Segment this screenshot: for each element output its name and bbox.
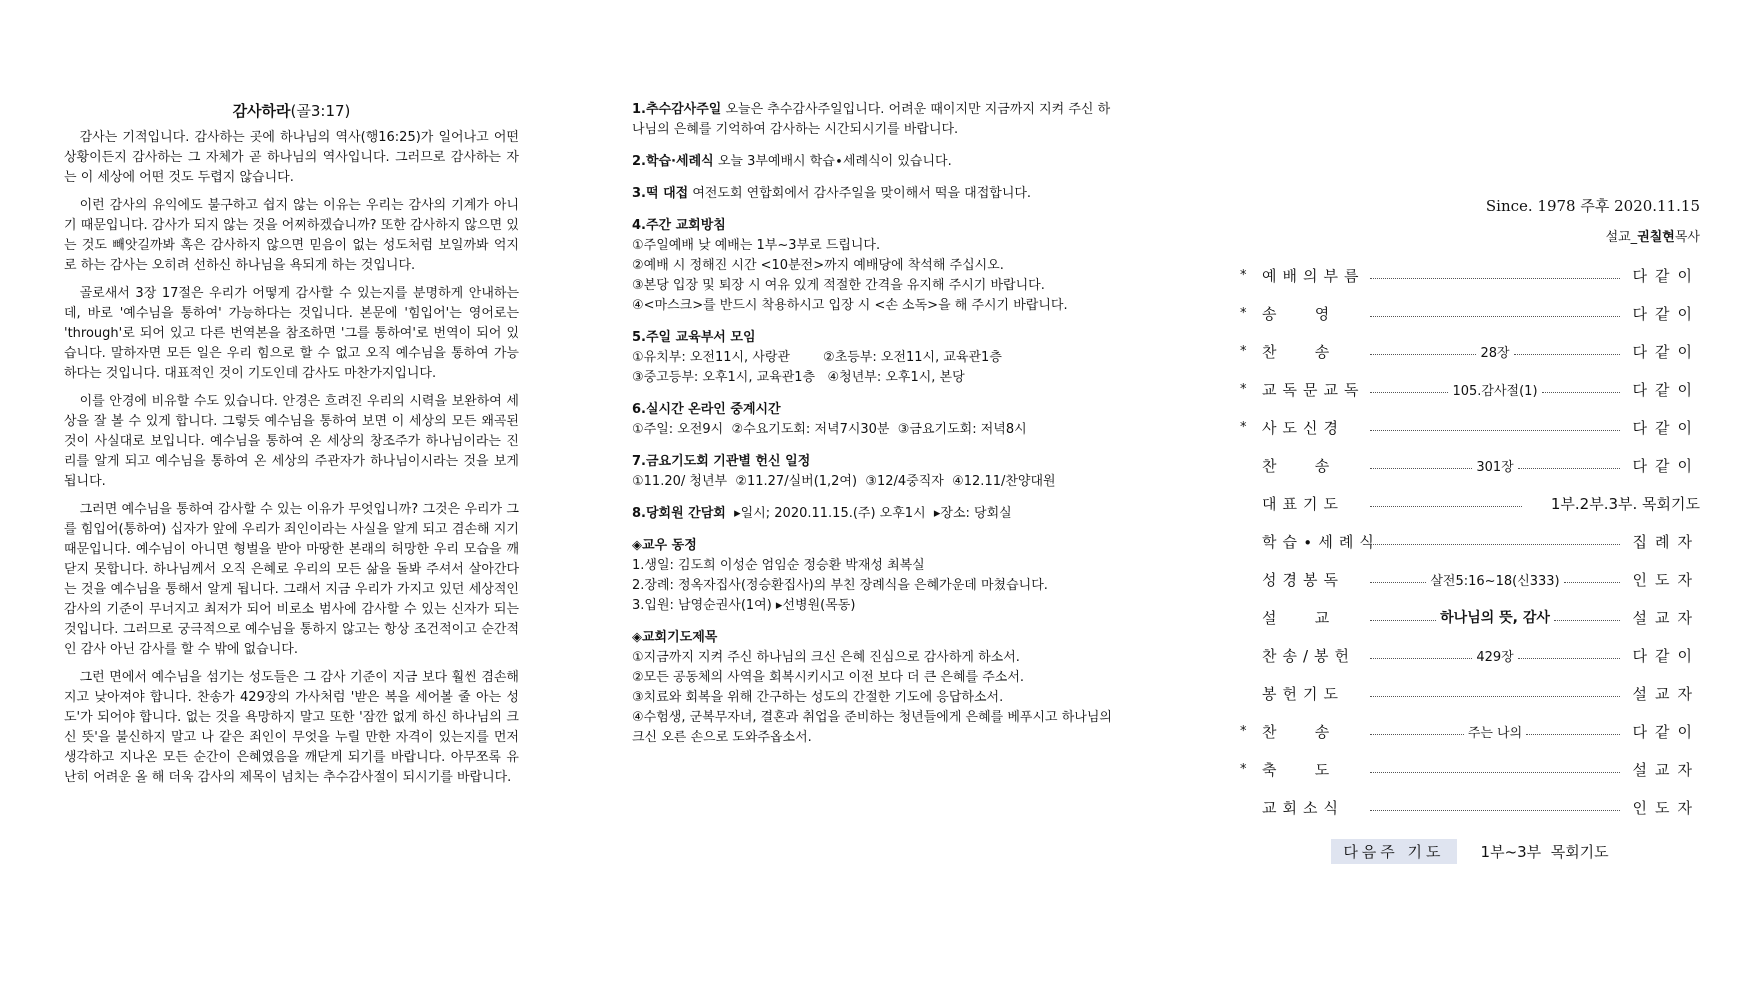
order-rows (1240, 256, 1700, 826)
news-item-line: 3.입원: 남영순권사(1여) ▸선병원(목동) (632, 598, 856, 613)
standing-mark: * (1240, 343, 1247, 359)
news-item-education (632, 328, 1122, 388)
dot-fill (1370, 772, 1620, 773)
dot-fill (1370, 658, 1472, 659)
dot-fill (1370, 620, 1436, 621)
dot-leader (1370, 646, 1620, 665)
order-row-leader: 설교자 (1632, 760, 1700, 779)
sermon-paragraph: 감사는 기적입니다. 감사하는 곳에 하나님의 역사(행16:25)가 일어나고 어떤 상황이든지 감사하는 그 자체가 곧 하나님의 역사입니다. 그러므로 감사하는 자는 이 세상에 어떤 것도 두렵지 않습니다. (64, 130, 519, 185)
news-item-title: 5.주일 교육부서 모임 (632, 330, 756, 345)
news-item-title: 1.추수감사주일 (632, 102, 722, 117)
order-row-leader: 다같이 (1632, 304, 1700, 323)
dot-leader (1370, 766, 1620, 773)
sermon-reference: (골3:17) (290, 102, 351, 120)
sermon-paragraph: 그러면 예수님을 통하여 감사할 수 있는 이유가 무엇입니까? 그것은 우리가 그를 힘입어(통하여) 십자가 앞에 우리가 죄인이라는 사실을 알게 되고 겸손해 지기 때문입니다. 예수님이 아니면 형벌을 받아 마땅한 본래의 허망한 우리 모습을 깨닫지 못합니다. 하나님께서 오직 은혜로 우리의 모든 삶을 돌봐 주셔서 살아간다는 것을 예수님을 통해서 알게 됩니다. 그래서 지금 우리가 가지고 있던 세상적인 감사의 기준이 무너지고 최저가 되어 비로소 범사에 감사할 수 있는 신자가 되는 것입니다. 그러므로 궁극적으로 예수님을 통하지 않고는 항상 조건적이고 순간적인 감사 아닌 감사를 할 수 밖에 없습니다. (64, 502, 519, 657)
order-row-leader: 다같이 (1632, 456, 1700, 475)
dot-leader (1370, 424, 1620, 431)
standing-mark: * (1240, 305, 1247, 321)
order-row-detail: 주는 나의 (1467, 725, 1523, 741)
news-item-line: ①11.20/ 청년부 ②11.27/실버(1,2여) ③12/4중직자 ④12.11/찬양대원 (632, 474, 1056, 489)
news-item-text: 여전도회 연합회에서 감사주일을 맞이해서 떡을 대접합니다. (688, 186, 1032, 201)
order-row-detail: 28장 (1480, 345, 1510, 361)
order-row-leader: 인도자 (1632, 798, 1700, 817)
standing-mark: * (1240, 267, 1247, 283)
dot-leader (1370, 310, 1620, 317)
dot-fill (1370, 544, 1620, 545)
news-item-title: 7.금요기도회 기관별 헌신 일정 (632, 454, 811, 469)
dot-fill (1370, 354, 1476, 355)
announcements-column (632, 100, 1122, 760)
order-row-leader: 다같이 (1632, 418, 1700, 437)
news-item-line: ④수험생, 군복무자녀, 결혼과 취업을 준비하는 청년들에게 은혜를 베푸시고 하나님의 크신 오른 손으로 도와주옵소서. (632, 710, 1112, 745)
news-item-line: 1.생일: 김도희 이성순 엄임순 정승환 박재성 최복실 (632, 558, 925, 573)
order-row (1240, 332, 1700, 370)
since-date: Since. 1978 주후 2020.11.15 (1485, 197, 1700, 215)
order-row (1240, 484, 1700, 522)
order-row-label: 축 도 (1262, 760, 1336, 779)
order-row-leader: 설교자 (1632, 608, 1700, 627)
order-row-label: 찬송/봉헌 (1262, 646, 1356, 665)
news-item-session-meeting (632, 504, 1122, 524)
order-row-leader: 설교자 (1632, 684, 1700, 703)
dot-fill (1514, 354, 1620, 355)
sermon-column (64, 100, 519, 796)
dot-fill (1370, 430, 1620, 431)
order-row-label: 교회소식 (1262, 798, 1344, 817)
dot-fill (1370, 506, 1522, 507)
order-row-leader: 다같이 (1632, 266, 1700, 285)
order-row-label: 교독문교독 (1262, 380, 1365, 399)
order-row (1240, 750, 1700, 788)
order-row (1240, 598, 1700, 636)
news-item-text: 오늘은 추수감사주일입니다. 어려운 때이지만 지금까지 지켜 주신 하나님의 은혜를 기억하여 감사하는 시간되시기를 바랍니다. (632, 102, 1111, 137)
dot-fill (1564, 582, 1620, 583)
dot-leader (1370, 538, 1620, 545)
dot-fill (1526, 734, 1620, 735)
news-item-line: ③치료와 회복을 위해 간구하는 성도의 간절한 기도에 응답하소서. (632, 690, 1004, 705)
dot-fill (1370, 278, 1620, 279)
order-row (1240, 788, 1700, 826)
news-item-line: ③본당 입장 및 퇴장 시 여유 있게 적절한 간격을 유지해 주시기 바랍니다. (632, 278, 1045, 293)
order-row (1240, 560, 1700, 598)
order-row-label: 성경봉독 (1262, 570, 1344, 589)
dot-fill (1518, 468, 1620, 469)
news-item-line: ①주일예배 낮 예배는 1부~3부로 드립니다. (632, 238, 881, 253)
news-item-title: 8.당회원 간담회 (632, 506, 726, 521)
order-row (1240, 674, 1700, 712)
standing-mark: * (1240, 723, 1247, 739)
order-row-label: 설 교 (1262, 608, 1336, 627)
sermon-title (64, 100, 519, 122)
order-row-label: 찬 송 (1262, 456, 1336, 475)
sermon-paragraph: 골로새서 3장 17절은 우리가 어떻게 감사할 수 있는지를 분명하게 안내하는데, 바로 '예수님을 통하여' 가능하다는 것입니다. 본문에 '힘입어'는 영어로는 'through'로 되어 있고 다른 번역본을 참조하면 '그를 통하여'로 번역이 되어 있습니다. 말하자면 모든 일은 우리 힘으로 할 수 없고 오직 예수님을 통하여 가능하다는 것입니다. 대표적인 것이 기도인데 감사도 마찬가지입니다. (64, 286, 519, 381)
dot-fill (1518, 658, 1620, 659)
dot-leader (1370, 570, 1620, 589)
news-item-line: ①주일: 오전9시 ②수요기도회: 저녁7시30분 ③금요기도회: 저녁8시 (632, 422, 1027, 437)
dot-leader (1370, 722, 1620, 741)
standing-mark: * (1240, 381, 1247, 397)
news-item-members (632, 536, 1122, 616)
news-item-online (632, 400, 1122, 440)
order-row-detail: 301장 (1476, 459, 1514, 475)
sermon-paragraph: 이런 감사의 유익에도 불구하고 쉽지 않는 이유는 우리는 감사의 기계가 아니기 때문입니다. 감사가 되지 않는 것을 어찌하겠습니까? 또한 감사하지 않으면 있는 것도 빼앗길까봐 혹은 감사하지 않으면 믿음이 없는 성도처럼 보일까봐 억지로 하는 감사는 오히려 선하신 하나님을 욕되게 하는 것입니다. (64, 198, 519, 273)
order-row-leader: 다같이 (1632, 380, 1700, 399)
standing-mark: * (1240, 761, 1247, 777)
dot-leader (1370, 690, 1620, 697)
order-row-label: 찬 송 (1262, 342, 1336, 361)
news-item-line: 2.장례: 정옥자집사(정승환집사)의 부친 장례식을 은혜가운데 마쳤습니다. (632, 578, 1048, 593)
order-row-detail: 하나님의 뜻, 감사 (1440, 610, 1550, 626)
news-item-title: 6.실시간 온라인 중계시간 (632, 402, 781, 417)
order-row-label: 사도신경 (1262, 418, 1344, 437)
news-item-title: 2.학습∙세례식 (632, 154, 714, 169)
news-item-title: 3.떡 대접 (632, 186, 689, 201)
next-week-prayer (1240, 838, 1700, 864)
dot-leader (1370, 607, 1620, 627)
dot-fill (1542, 392, 1620, 393)
dot-leader (1370, 804, 1620, 811)
order-row (1240, 522, 1700, 560)
preacher-prefix: 설교_ (1605, 230, 1638, 245)
news-item-line: ④<마스크>를 반드시 착용하시고 입장 시 <손 소독>을 해 주시기 바랍니다. (632, 298, 1068, 313)
standing-mark: * (1240, 419, 1247, 435)
order-row (1240, 408, 1700, 446)
preacher-name: 권칠현 (1637, 230, 1675, 245)
sermon-paragraph: 이를 안경에 비유할 수도 있습니다. 안경은 흐려진 우리의 시력을 보완하여 세상을 잘 볼 수 있게 합니다. 그렇듯 예수님을 통하여 보면 이 세상의 모든 왜곡된 것이 사실대로 보입니다. 예수님을 통하여 온 세상의 창조주가 하나님이라는 진리를 알게 되고 예수님을 통하여 온 세상의 주관자가 하나님이시라는 것을 보게 됩니다. (64, 394, 519, 489)
news-item-title: ◈교우 동정 (632, 538, 697, 553)
next-week-label: 다음주 기도 (1331, 839, 1456, 864)
news-item-text: ▸일시; 2020.11.15.(주) 오후1시 ▸장소: 당회실 (725, 506, 1012, 521)
order-row (1240, 256, 1700, 294)
news-item-weekly-policy (632, 216, 1122, 316)
news-item-text: 오늘 3부예배시 학습∙세례식이 있습니다. (713, 154, 952, 169)
order-row (1240, 712, 1700, 750)
order-row (1240, 446, 1700, 484)
news-item-title: 4.주간 교회방침 (632, 218, 726, 233)
preacher-suffix: 목사 (1674, 230, 1700, 245)
order-row-leader: 다같이 (1632, 646, 1700, 665)
order-row-leader: 인도자 (1632, 570, 1700, 589)
order-row-leader: 1부.2부.3부. 목회기도 (1550, 494, 1700, 513)
news-item-line: ③중고등부: 오후1시, 교육관1층 ④청년부: 오후1시, 본당 (632, 370, 965, 385)
order-row-detail: 429장 (1476, 649, 1514, 665)
order-row (1240, 370, 1700, 408)
order-row-detail: 살전5:16~18(신333) (1430, 573, 1560, 589)
preacher-line (1240, 226, 1700, 250)
order-row-label: 봉헌기도 (1262, 684, 1344, 703)
news-item-friday-prayer (632, 452, 1122, 492)
news-item-line: ②모든 공동체의 사역을 회복시키시고 이전 보다 더 큰 은혜를 주소서. (632, 670, 1025, 685)
order-row (1240, 294, 1700, 332)
dot-leader (1370, 380, 1620, 399)
order-row-leader: 다같이 (1632, 342, 1700, 361)
news-item-prayer-topics (632, 628, 1122, 748)
order-row-detail: 105.감사절(1) (1452, 383, 1538, 399)
dot-leader (1370, 342, 1620, 361)
order-row-leader: 다같이 (1632, 722, 1700, 741)
dot-leader (1370, 272, 1620, 279)
news-item-line: ①지금까지 지켜 주신 하나님의 크신 은혜 진심으로 감사하게 하소서. (632, 650, 1020, 665)
dot-fill (1370, 734, 1464, 735)
dot-leader (1370, 456, 1620, 475)
news-item-thanksgiving (632, 100, 1122, 140)
news-item-rice-cake (632, 184, 1122, 204)
sermon-paragraph: 그런 면에서 예수님을 섬기는 성도들은 그 감사 기준이 지금 보다 훨씬 겸손해지고 낮아져야 합니다. 찬송가 429장의 가사처럼 '받은 복을 세어볼 줄 아는 성도'가 되어야 합니다. 없는 것을 욕망하지 말고 또한 '잠깐 없게 하신 하나님의 크신 뜻'을 불신하지 말고 나 같은 죄인이 무엇을 누릴 만한 자격이 있는지를 먼저 생각하고 지나온 모든 순간이 은혜였음을 깨닫게 되기를 바랍니다. 아무쪼록 유난히 어려운 올 해 더욱 감사의 제목이 넘치는 추수감사절이 되시기를 바랍니다. (64, 670, 519, 785)
order-row-label: 예배의부름 (1262, 266, 1365, 285)
sermon-title-text: 감사하라 (232, 102, 291, 120)
order-row-label: 찬 송 (1262, 722, 1336, 741)
order-row-label: 대표기도 (1262, 494, 1344, 513)
dot-leader (1370, 500, 1522, 507)
news-item-line: ①유치부: 오전11시, 사랑관 ②초등부: 오전11시, 교육관1층 (632, 350, 1002, 365)
next-week-value: 1부~3부 목회기도 (1480, 842, 1609, 861)
dot-fill (1370, 582, 1426, 583)
news-item-title: ◈교회기도제목 (632, 630, 718, 645)
dot-fill (1370, 392, 1448, 393)
dot-fill (1370, 468, 1472, 469)
news-item-line: ②예배 시 정해진 시간 <10분전>까지 예배당에 착석해 주십시오. (632, 258, 1004, 273)
news-item-baptism (632, 152, 1122, 172)
dot-fill (1370, 316, 1620, 317)
order-row-label: 송 영 (1262, 304, 1336, 323)
order-of-service-column (1240, 190, 1700, 864)
dot-fill (1370, 696, 1620, 697)
order-row-leader: 집례자 (1632, 532, 1700, 551)
order-row-label: 학습∙세례식 (1262, 532, 1380, 551)
order-row (1240, 636, 1700, 674)
dot-fill (1554, 620, 1620, 621)
dot-fill (1370, 810, 1620, 811)
